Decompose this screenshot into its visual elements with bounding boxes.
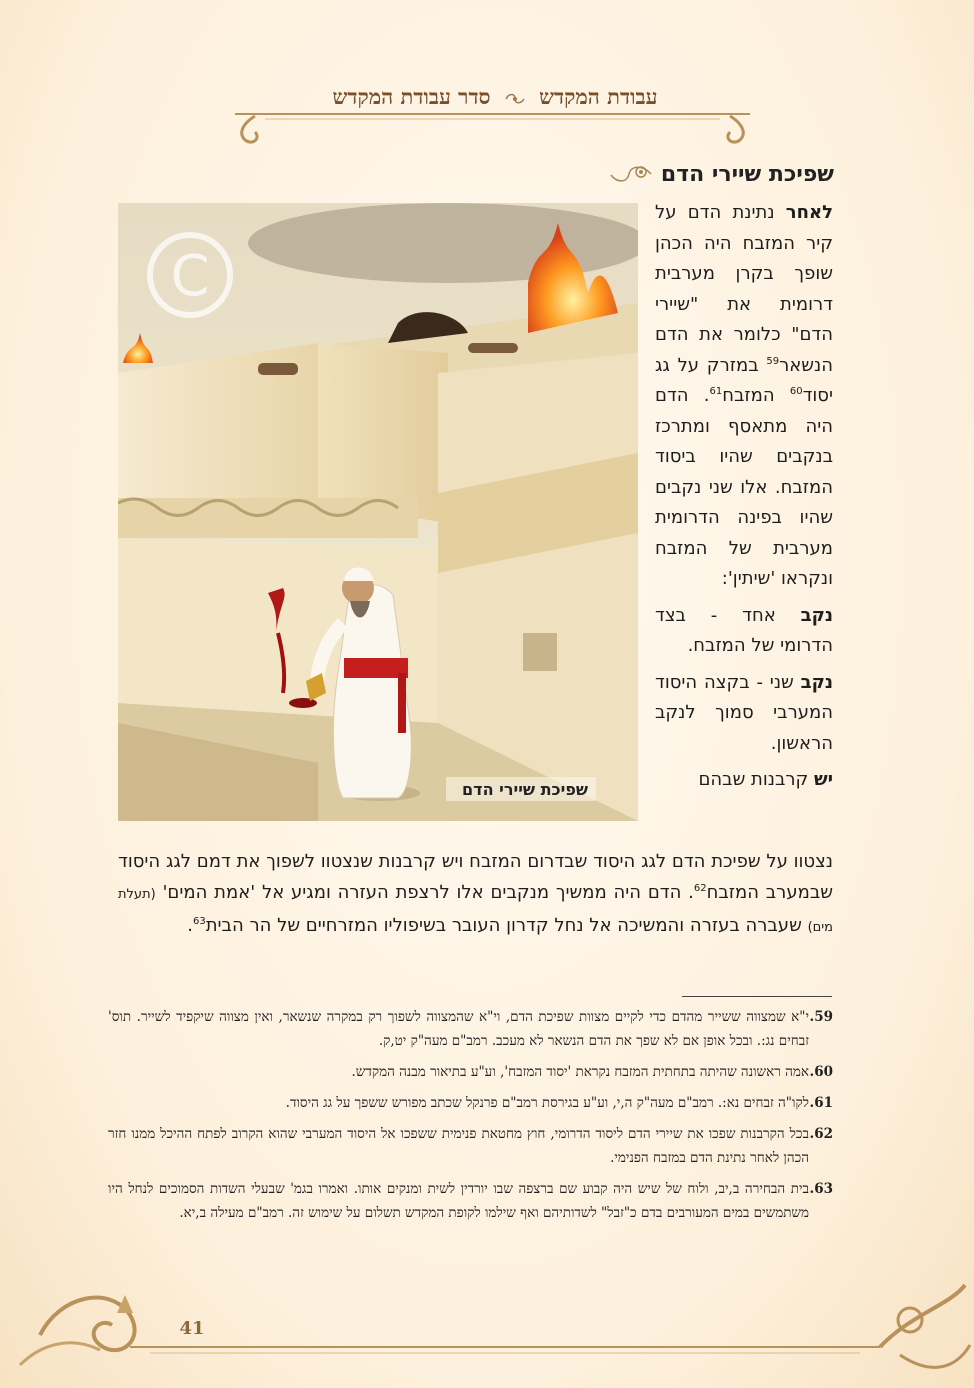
lead-word: יש [814, 769, 833, 790]
paragraph-text: במזרק על גג יסוד [655, 354, 833, 406]
lead-word: נקב [800, 671, 833, 693]
section-heading [609, 158, 834, 190]
footnote [108, 1060, 833, 1084]
paragraph-text: נצטוו על שפיכת הדם לגג היסוד שבדרום המזבח ויש קרבנות שנצטוו לשפוך את דמם לגג היסוד שבמערב המזבח [118, 851, 833, 903]
footnote-number: 60. [809, 1064, 833, 1080]
footnote-number: 61. [809, 1095, 833, 1111]
svg-text:C: C [170, 244, 210, 309]
paragraph-text: אחד - בצד הדרומי של המזבח. [655, 604, 833, 656]
footnotes [108, 1005, 833, 1232]
parenthetical-note: (תעלת מים) [118, 887, 833, 935]
footnote-text: י"א שמצווה ששייר מהדם כדי לקיים מצוות שפיכת הדם, וי"א שהמצווה לשפוך רק במקרה שנשאר, ואין מצווה שיקפיד לשייר. תוס' זבחים נג:. ובכל אופן אם לא שפך את הדם הנשאר לא מעכב. רמב"ם מעה"ק יט,ק. [108, 1009, 809, 1049]
footnote-number: 62. [809, 1126, 833, 1142]
flourish-icon [504, 92, 526, 106]
paragraph [655, 601, 833, 662]
paragraph-text: . הדם היה מתאסף ומתרכז בנקבים שהיו ביסוד המזבח. אלו שני נקבים שהיו בפינה הדרומית מערבית של המזבח ונקראו 'שיתין': [655, 385, 833, 589]
section-title: שפיכת שיירי הדם [660, 161, 834, 187]
header-ornament [225, 110, 760, 156]
footnote [108, 1005, 833, 1053]
footnote-number: 59. [809, 1009, 833, 1025]
full-width-text [118, 846, 833, 943]
lead-word: נקב [800, 604, 833, 626]
paragraph [655, 198, 833, 595]
paragraph-text: קרבנות שבהם [698, 769, 815, 790]
altar-illustration [118, 203, 638, 821]
header-left-title: סדר עבודת המקדש [332, 84, 491, 109]
footnote-divider [682, 996, 832, 997]
footer-ornament [0, 1275, 974, 1388]
lead-word: לאחר [785, 202, 833, 223]
footnote [108, 1091, 833, 1115]
paragraph-text: שעברה בעזרה והמשיכה אל נחל קדרון העובר בשיפוליו המזרחיים של הר הבית [205, 915, 808, 936]
footnote-text: לקו"ה זבחים נא:. רמב"ם מעה"ק ה,י, וע"ע בגירסת רמב"ם פרנקל שכתב מפורש ששפך על גג היסוד. [285, 1095, 809, 1111]
footnote [108, 1122, 833, 1170]
footnote [108, 1177, 833, 1225]
footnote-ref[interactable]: 62 [693, 883, 707, 894]
footnote-ref[interactable]: 63 [192, 916, 206, 927]
footnote-ref[interactable]: 61 [709, 386, 723, 397]
illustration-caption: שפיכת שיירי הדם [462, 780, 588, 799]
flourish-icon [609, 161, 653, 187]
footnote-text: בכל הקרבנות שפכו את שיירי הדם ליסוד הדרומי, חוץ מחטאת פנימית ששפכו אל היסוד המערבי שהוא הקרוב לפתח ההיכל ממנו חזר הכהן לאחר נתינת הדם במזבח הפנימי. [108, 1126, 809, 1166]
footnote-text: אמה ראשונה שהיתה בתחתית המזבח נקראת 'יסוד המזבח', וע"ע בתיאור מבנה המקדש. [351, 1064, 809, 1080]
footnote-ref[interactable]: 60 [789, 386, 803, 397]
paragraph-text: שני - בקצה היסוד המערבי סמוך לנקב הראשון. [655, 671, 833, 754]
paragraph-text: המזבח [722, 385, 790, 406]
side-text-column [655, 198, 833, 802]
footnote-number: 63. [809, 1181, 833, 1197]
paragraph-text: . הדם היה ממשיך מנקבים אלו לרצפת העזרה ומגיע אל 'אמת המים' [155, 882, 694, 903]
paragraph-text: . [187, 915, 193, 936]
footnote-ref[interactable]: 59 [766, 355, 780, 367]
running-header [230, 80, 760, 114]
paragraph [655, 765, 833, 796]
paragraph-text: נתינת הדם על קיר המזבח היה הכהן שופך בקרן מערבית דרומית את "שיירי הדם" כלומר את הדם הנשאר [655, 202, 833, 376]
header-right-title: עבודת המקדש [539, 84, 658, 109]
paragraph [655, 668, 833, 760]
altar-scene-image [118, 203, 638, 821]
footnote-text: בית הבחירה ב,יב, ולוח של שיש היה קבוע שם ברצפה שבו יורדין לשית ומנקים אותו. ואמרו בגמ' שבעלי השדות הסמוכים לנחל היו משתמשים במים המעורבים בדם כ"זבל" לשדותיהם ואף שילמו לקופת המקדש תשלום על שימוש זה. רמב"ם מעילה ב,יא. [108, 1181, 809, 1221]
page-number: 41 [179, 1318, 205, 1339]
